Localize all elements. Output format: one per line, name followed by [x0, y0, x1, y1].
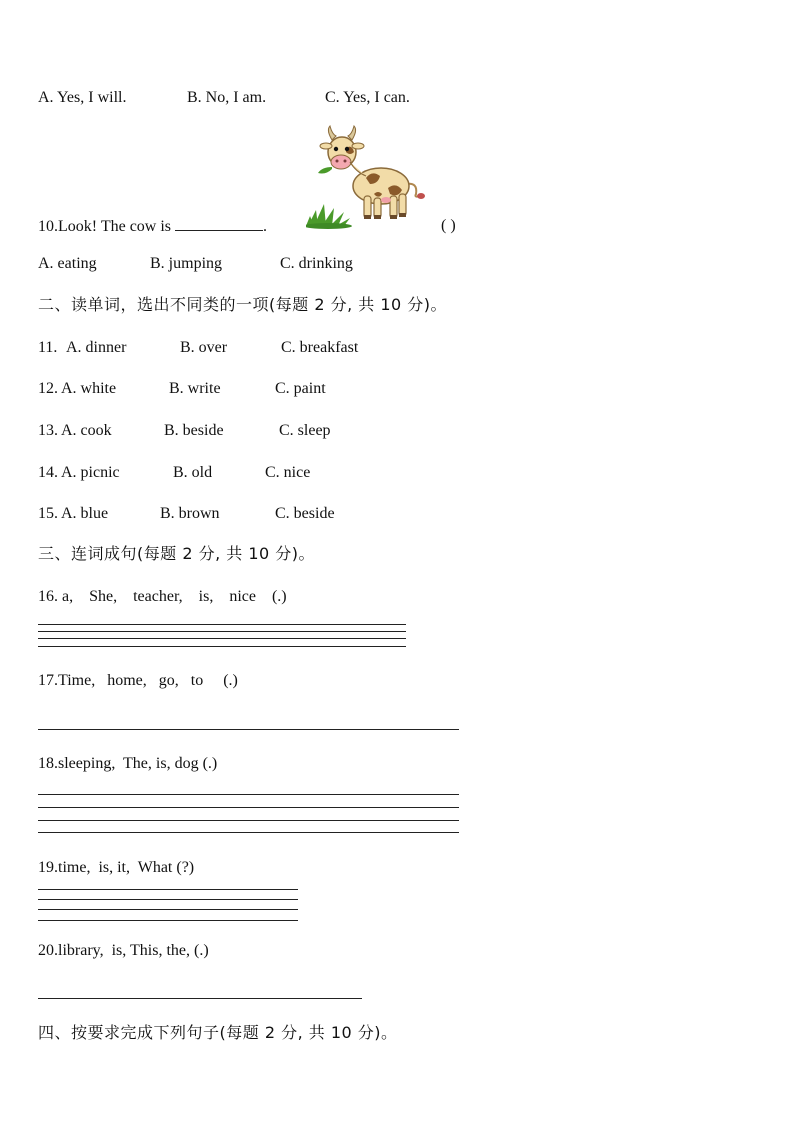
q12-number: 12. — [38, 380, 58, 397]
q12-option-c: C. paint — [275, 380, 326, 397]
q9-option-b: B. No, I am. — [187, 89, 267, 106]
q10-answer-blank[interactable] — [175, 216, 263, 231]
q10-answer-bracket[interactable]: ( ) — [441, 217, 456, 234]
q16-writing-line[interactable] — [38, 638, 406, 639]
q15-option-b: B. brown — [160, 505, 220, 522]
q10-option-a: A. eating — [38, 255, 97, 272]
q14-option-b: B. old — [173, 464, 213, 481]
q10-stem — [38, 216, 267, 237]
q15-option-a: A. blue — [61, 505, 109, 522]
q18-writing-line[interactable] — [38, 807, 459, 808]
q17-writing-line[interactable] — [38, 729, 459, 730]
q20-writing-line[interactable] — [38, 998, 362, 999]
q15-number: 15. — [38, 505, 58, 522]
q19-writing-line[interactable] — [38, 909, 298, 910]
q17-prompt: 17.Time, home, go, to (.) — [38, 672, 238, 689]
q19-writing-line[interactable] — [38, 920, 298, 921]
q9-option-a: A. Yes, I will. — [38, 89, 127, 106]
q16-prompt: 16. a, She, teacher, is, nice (.) — [38, 588, 287, 605]
q16-writing-line[interactable] — [38, 646, 406, 647]
q9-option-c: C. Yes, I can. — [325, 89, 410, 106]
q14-option-c: C. nice — [265, 464, 311, 481]
q16-writing-line[interactable] — [38, 624, 406, 625]
q13-number: 13. — [38, 422, 58, 439]
q10-suffix: . — [263, 218, 268, 235]
q18-writing-line[interactable] — [38, 794, 459, 795]
q11-number: 11. — [38, 339, 62, 356]
q11-option-a: A. dinner — [66, 339, 127, 356]
q18-writing-line[interactable] — [38, 820, 459, 821]
q11-option-b: B. over — [180, 339, 228, 356]
q16-writing-line[interactable] — [38, 631, 406, 632]
q13-option-c: C. sleep — [279, 422, 331, 439]
q19-prompt: 19.time, is, it, What (?) — [38, 859, 195, 876]
q10-prefix: 10.Look! The cow is — [38, 218, 176, 235]
q12-option-b: B. write — [169, 380, 221, 397]
q10-option-c: C. drinking — [280, 255, 353, 272]
q18-prompt: 18.sleeping, The, is, dog (.) — [38, 755, 218, 772]
q11-option-c: C. breakfast — [281, 339, 359, 356]
section-2-title: 二、读单词，选出不同类的一项(每题 2 分, 共 10 分)。 — [38, 295, 448, 314]
q14-option-a: A. picnic — [61, 464, 120, 481]
q12-option-a: A. white — [61, 380, 117, 397]
section-4-title: 四、按要求完成下列句子(每题 2 分, 共 10 分)。 — [38, 1023, 398, 1042]
q10-option-b: B. jumping — [150, 255, 223, 272]
q20-prompt: 20.library, is, This, the, (.) — [38, 942, 209, 959]
q19-writing-line[interactable] — [38, 889, 298, 890]
q18-writing-line[interactable] — [38, 832, 459, 833]
cow-icon — [306, 122, 436, 232]
q19-writing-line[interactable] — [38, 899, 298, 900]
section-3-title: 三、连词成句(每题 2 分, 共 10 分)。 — [38, 544, 316, 563]
q14-number: 14. — [38, 464, 58, 481]
q13-option-b: B. beside — [164, 422, 224, 439]
q13-option-a: A. cook — [61, 422, 112, 439]
q15-option-c: C. beside — [275, 505, 335, 522]
